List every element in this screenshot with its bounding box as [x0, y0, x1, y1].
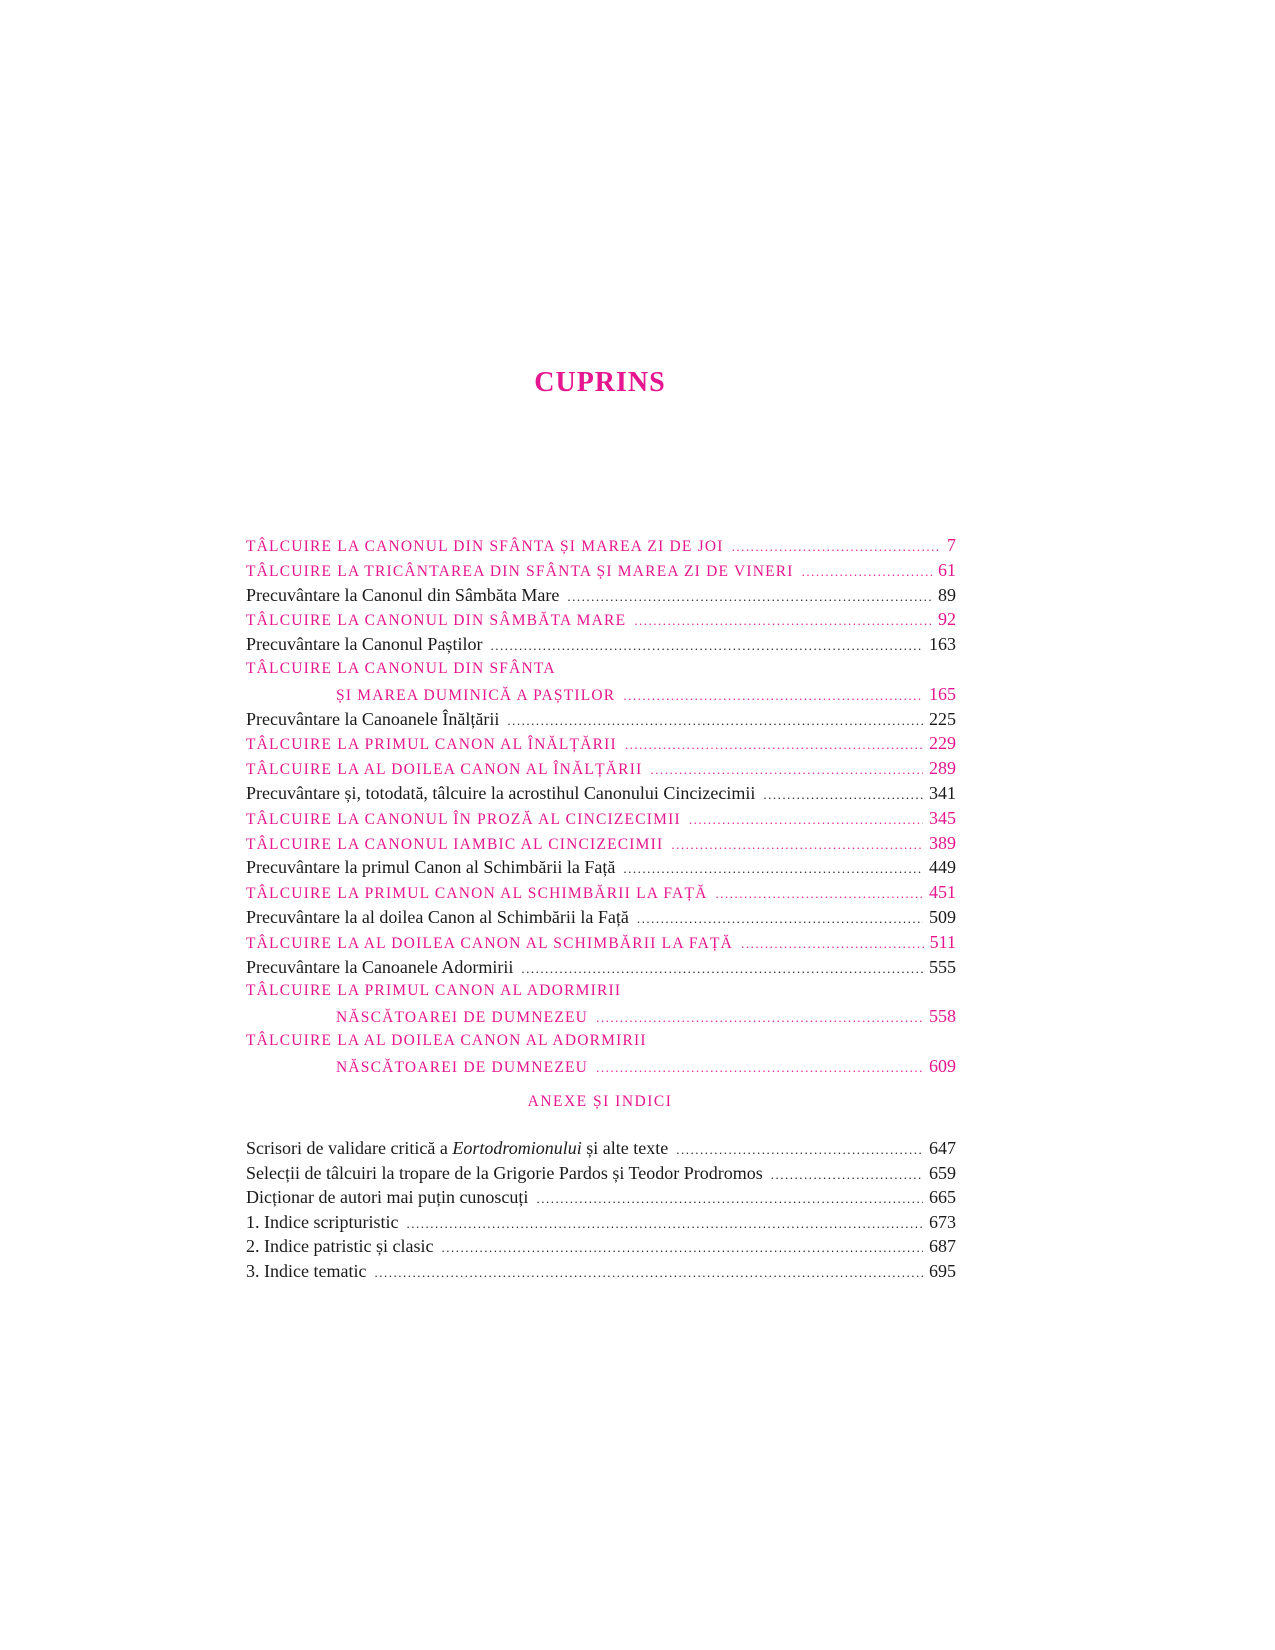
- toc-entry-page: 609: [929, 1055, 956, 1076]
- annex-entry-page: 659: [929, 1162, 956, 1183]
- toc-entry-title: TÂLCUIRE LA AL DOILEA CANON AL ADORMIRII: [246, 1031, 647, 1049]
- toc-entry-title: TÂLCUIRE LA TRICÂNTAREA DIN SFÂNTA ȘI MAREA ZI DE VINERI: [246, 562, 794, 580]
- toc-entry-title: TÂLCUIRE LA CANONUL DIN SÂMBĂTA MARE: [246, 612, 627, 630]
- annex-entry-page: 673: [929, 1211, 956, 1232]
- toc-entry-page: 558: [929, 1006, 956, 1027]
- toc-entry-page: 451: [929, 882, 956, 903]
- dot-leader: [625, 733, 923, 758]
- toc-entry-page: 511: [929, 931, 956, 952]
- toc-entry: [246, 657, 956, 682]
- annex-entry: [246, 1136, 956, 1161]
- toc-entry-title: NĂSCĂTOAREI DE DUMNEZEU: [336, 1058, 589, 1076]
- toc-entry: [246, 806, 956, 831]
- dot-leader: [802, 560, 932, 585]
- annex-entry-title: [246, 1210, 398, 1235]
- annex-title-italic: Eortodromionului: [452, 1138, 582, 1158]
- dot-leader: [637, 907, 923, 932]
- dot-leader: [536, 1187, 923, 1212]
- dot-leader: [671, 833, 923, 858]
- table-of-contents: [246, 533, 956, 1079]
- dot-leader: [763, 783, 923, 808]
- toc-entry-page: 345: [929, 807, 956, 828]
- annex-title-text: 2. Indice patristic și clasic: [246, 1236, 434, 1257]
- toc-entry-title: ȘI MAREA DUMINICĂ A PAȘTILOR: [336, 686, 616, 704]
- toc-entry-page: 165: [929, 683, 956, 704]
- toc-entry-title: TÂLCUIRE LA CANONUL DIN SFÂNTA ȘI MAREA ZI DE JOI: [246, 538, 724, 555]
- toc-entry: [246, 756, 956, 781]
- dot-leader: [623, 857, 923, 882]
- toc-entry-title: Precuvântare la primul Canon al Schimbării la Față: [246, 857, 616, 878]
- dot-leader: [596, 1006, 923, 1031]
- dot-leader: [771, 1163, 923, 1188]
- annex-title-suffix: și alte texte: [581, 1138, 669, 1158]
- toc-entry: [246, 905, 956, 930]
- toc-entry-title: TÂLCUIRE LA CANONUL DIN SFÂNTA: [246, 659, 556, 677]
- toc-entry: [246, 682, 956, 707]
- annex-title-text: Scrisori de validare critică a: [246, 1138, 453, 1158]
- toc-entry: [246, 1029, 956, 1054]
- annex-entry-page: 647: [929, 1138, 956, 1158]
- toc-entry: [246, 831, 956, 856]
- annex-entry-title: [246, 1185, 528, 1210]
- toc-entry: [246, 558, 956, 583]
- toc-entry-page: 555: [929, 956, 956, 977]
- toc-entry: [246, 607, 956, 632]
- dot-leader: [623, 684, 923, 709]
- toc-entry-title: TÂLCUIRE LA AL DOILEA CANON AL SCHIMBĂRII LA FAȚĂ: [246, 934, 734, 952]
- toc-entry: [246, 533, 956, 558]
- toc-entry: [246, 1054, 956, 1079]
- annex-list: [246, 1136, 956, 1284]
- dot-leader: [716, 882, 923, 907]
- annex-entry: [246, 1259, 956, 1284]
- toc-entry-title: Precuvântare la Canonul din Sâmbăta Mare: [246, 584, 560, 605]
- toc-entry-page: 163: [929, 634, 956, 655]
- toc-entry-title: Precuvântare și, totodată, tâlcuire la acrostihul Canonului Cincizecimii: [246, 782, 756, 803]
- annex-entry-page: 695: [929, 1260, 956, 1281]
- toc-entry-page: 509: [929, 906, 956, 927]
- annex-entry: [246, 1210, 956, 1235]
- annex-entry: [246, 1161, 956, 1186]
- annex-heading: ANEXE ȘI INDICI: [527, 1093, 673, 1110]
- toc-entry-page: 225: [929, 708, 956, 729]
- annex-entry-title: [246, 1136, 668, 1161]
- toc-entry: [246, 855, 956, 880]
- annex-entry: [246, 1234, 956, 1259]
- dot-leader: [374, 1261, 923, 1286]
- dot-leader: [567, 585, 932, 610]
- annex-title-text: 3. Indice tematic: [246, 1260, 367, 1281]
- dot-leader: [650, 758, 923, 783]
- toc-entry-page: 229: [929, 733, 956, 754]
- toc-entry-page: 89: [938, 584, 956, 605]
- toc-entry-title: NĂSCĂTOAREI DE DUMNEZEU: [336, 1009, 589, 1027]
- toc-entry-title: TÂLCUIRE LA AL DOILEA CANON AL ÎNĂLȚĂRII: [246, 761, 643, 779]
- toc-entry: [246, 583, 956, 608]
- toc-entry-title: Precuvântare la Canonul Paștilor: [246, 634, 483, 655]
- dot-leader: [406, 1212, 923, 1237]
- toc-entry-title: Precuvântare la Canoanele Adormirii: [246, 956, 514, 977]
- dot-leader: [507, 709, 923, 734]
- toc-entry: [246, 955, 956, 980]
- dot-leader: [596, 1056, 923, 1081]
- dot-leader: [634, 609, 932, 634]
- toc-entry-title: TÂLCUIRE LA PRIMUL CANON AL ADORMIRII: [246, 982, 622, 1000]
- toc-entry-title: TÂLCUIRE LA PRIMUL CANON AL ÎNĂLȚĂRII: [246, 736, 617, 754]
- annex-title-text: Selecții de tâlcuiri la tropare de la Grigorie Pardos și Teodor Prodromos: [246, 1162, 763, 1183]
- dot-leader: [689, 808, 923, 833]
- toc-entry: [246, 707, 956, 732]
- toc-entry: [246, 632, 956, 657]
- toc-entry: [246, 731, 956, 756]
- annex-title-text: Dicționar de autori mai puțin cunoscuți: [246, 1187, 529, 1208]
- toc-entry-title: TÂLCUIRE LA PRIMUL CANON AL SCHIMBĂRII LA FAȚĂ: [246, 885, 708, 903]
- dot-leader: [490, 634, 923, 659]
- toc-entry-title: Precuvântare la al doilea Canon al Schimbării la Față: [246, 906, 629, 927]
- annex-entry-title: [246, 1259, 366, 1284]
- toc-entry: [246, 880, 956, 905]
- annex-entry-title: [246, 1161, 763, 1186]
- toc-entry-page: 389: [929, 832, 956, 853]
- annex-title-text: 1. Indice scripturistic: [246, 1211, 399, 1232]
- annex-entry: [246, 1185, 956, 1210]
- toc-entry-title: Precuvântare la Canoanele Înălțării: [246, 708, 500, 729]
- toc-entry: [246, 781, 956, 806]
- dot-leader: [732, 535, 941, 560]
- dot-leader: [676, 1138, 923, 1163]
- toc-entry-page: 289: [929, 758, 956, 779]
- toc-entry: [246, 930, 956, 955]
- toc-entry-page: 449: [929, 857, 956, 878]
- page-title: CUPRINS: [534, 366, 666, 398]
- annex-entry-page: 687: [929, 1236, 956, 1257]
- toc-entry-page: 61: [938, 559, 956, 580]
- toc-entry-page: 92: [938, 609, 956, 630]
- toc-entry: [246, 1004, 956, 1029]
- toc-entry-title: TÂLCUIRE LA CANONUL IAMBIC AL CINCIZECIMII: [246, 835, 664, 853]
- toc-entry-page: 7: [947, 535, 956, 555]
- annex-entry-title: [246, 1234, 433, 1259]
- toc-entry-page: 341: [929, 782, 956, 803]
- dot-leader: [741, 932, 924, 957]
- dot-leader: [521, 957, 923, 982]
- dot-leader: [441, 1236, 923, 1261]
- toc-entry: [246, 979, 956, 1004]
- toc-entry-title: TÂLCUIRE LA CANONUL ÎN PROZĂ AL CINCIZECIMII: [246, 810, 681, 828]
- annex-entry-page: 665: [929, 1187, 956, 1208]
